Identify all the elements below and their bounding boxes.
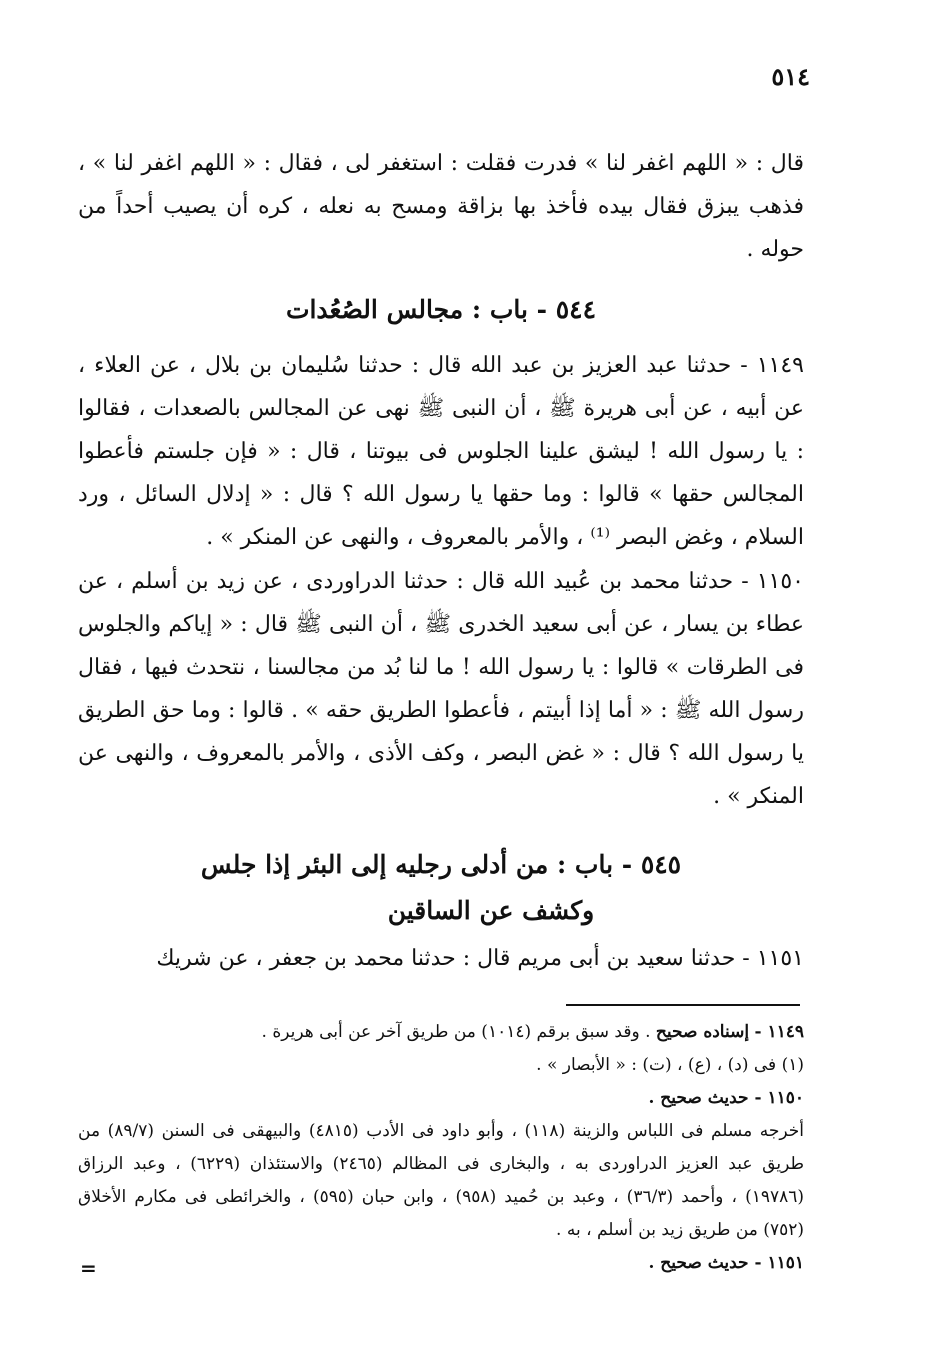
- footnote-1149: [78, 1016, 804, 1049]
- footnote-1: (١) فى (د) ، (ع) ، (ت) : « الأبصار » .: [536, 1055, 804, 1075]
- hadith-1151: ١١٥١ - حدثنا سعيد بن أبى مريم قال : حدثنا محمد بن جعفر ، عن شريك: [156, 946, 804, 971]
- hadith-1150: ١١٥٠ - حدثنا محمد بن عُبيد الله قال : حدثنا الدراوردى ، عن زيد بن أسلم ، عن عطاء بن يسار ، عن أبى سعيد الخدرى ﷺ ، أن النبى ﷺ قال : « إياكم والجلوس فى الطرقات » قالوا : يا رسول الله ! ما لنا بُد من مجالسنا ، نتحدث فيها ، فقال رسول الله ﷺ : « أما إذا أبيتم ، فأعطوا الطريق حقه » . قالوا : وما حق الطريق يا رسول الله ؟ قال : « غض البصر ، وكف الأذى ، والأمر بالمعروف ، والنهى عن المنكر » .: [78, 569, 804, 809]
- paragraph-continuation: قال : « اللهم اغفر لنا » فدرت فقلت : استغفر لى ، فقال : « اللهم اغفر لنا » ، فذهب يبزق فقال بيده فأخذ بها بزاقة ومسح به نعله ، كره أن يصيب أحداً من حوله .: [78, 151, 804, 262]
- chapter-heading-545-line2: وكشف عن الساقين: [387, 896, 595, 925]
- footnotes: [78, 1016, 804, 1280]
- footnote-1149-grade: إسناده صحيح: [655, 1022, 750, 1042]
- hadith-1149: ١١٤٩ - حدثنا عبد العزيز بن عبد الله قال : حدثنا سُليمان بن بلال ، عن العلاء ، عن أبيه ، عن أبى هريرة ﷺ ، أن النبى ﷺ نهى عن المجالس بالصعدات ، فقالوا : يا رسول الله ! ليشق علينا الجلوس فى بيوتنا ، قال : « فإن جلستم فأعطوا المجالس حقها » قالوا : وما حقها يا رسول الله ؟ قال : « إدلال السائل ، ورد السلام ، وغض البصر ⁽¹⁾ ، والأمر بالمعروف ، والنهى عن المنكر » .: [78, 353, 804, 550]
- footnote-1151: ١١٥١ - حديث صحيح .: [648, 1253, 804, 1273]
- page-number: ٥١٤: [771, 62, 810, 91]
- continuation-mark: =: [80, 1256, 97, 1280]
- footnote-1150-body: أخرجه مسلم فى اللباس والزينة (١١٨) ، وأبو داود فى الأدب (٤٨١٥) والبيهقى فى السنن (٨٩/٧) من طريق عبد العزيز الدراوردى به ، والبخارى فى المظالم (٢٤٦٥) والاستئذان (٦٢٢٩) ، وعبد الرزاق (١٩٧٨٦) ، وأحمد (٣٦/٣) ، وعبد بن حُميد (٩٥٨) ، وابن حبان (٥٩٥) ، والخرائطى فى مكارم الأخلاق (٧٥٢) من طريق زيد بن أسلم ، به .: [78, 1121, 804, 1240]
- chapter-heading-544: ٥٤٤ - باب : مجالس الصُعُدات: [285, 295, 597, 324]
- footnote-separator: [566, 1004, 800, 1006]
- footnote-1150: ١١٥٠ - حديث صحيح .: [648, 1088, 804, 1108]
- chapter-heading-545-line1: ٥٤٥ - باب : من أدلى رجليه إلى البئر إذا جلس: [200, 850, 682, 879]
- footnote-1149-number: ١١٤٩ -: [754, 1022, 804, 1042]
- chapter-heading-545: [78, 842, 804, 934]
- footnote-1149-text: . وقد سبق برقم (١٠١٤) من طريق آخر عن أبى هريرة .: [261, 1022, 651, 1042]
